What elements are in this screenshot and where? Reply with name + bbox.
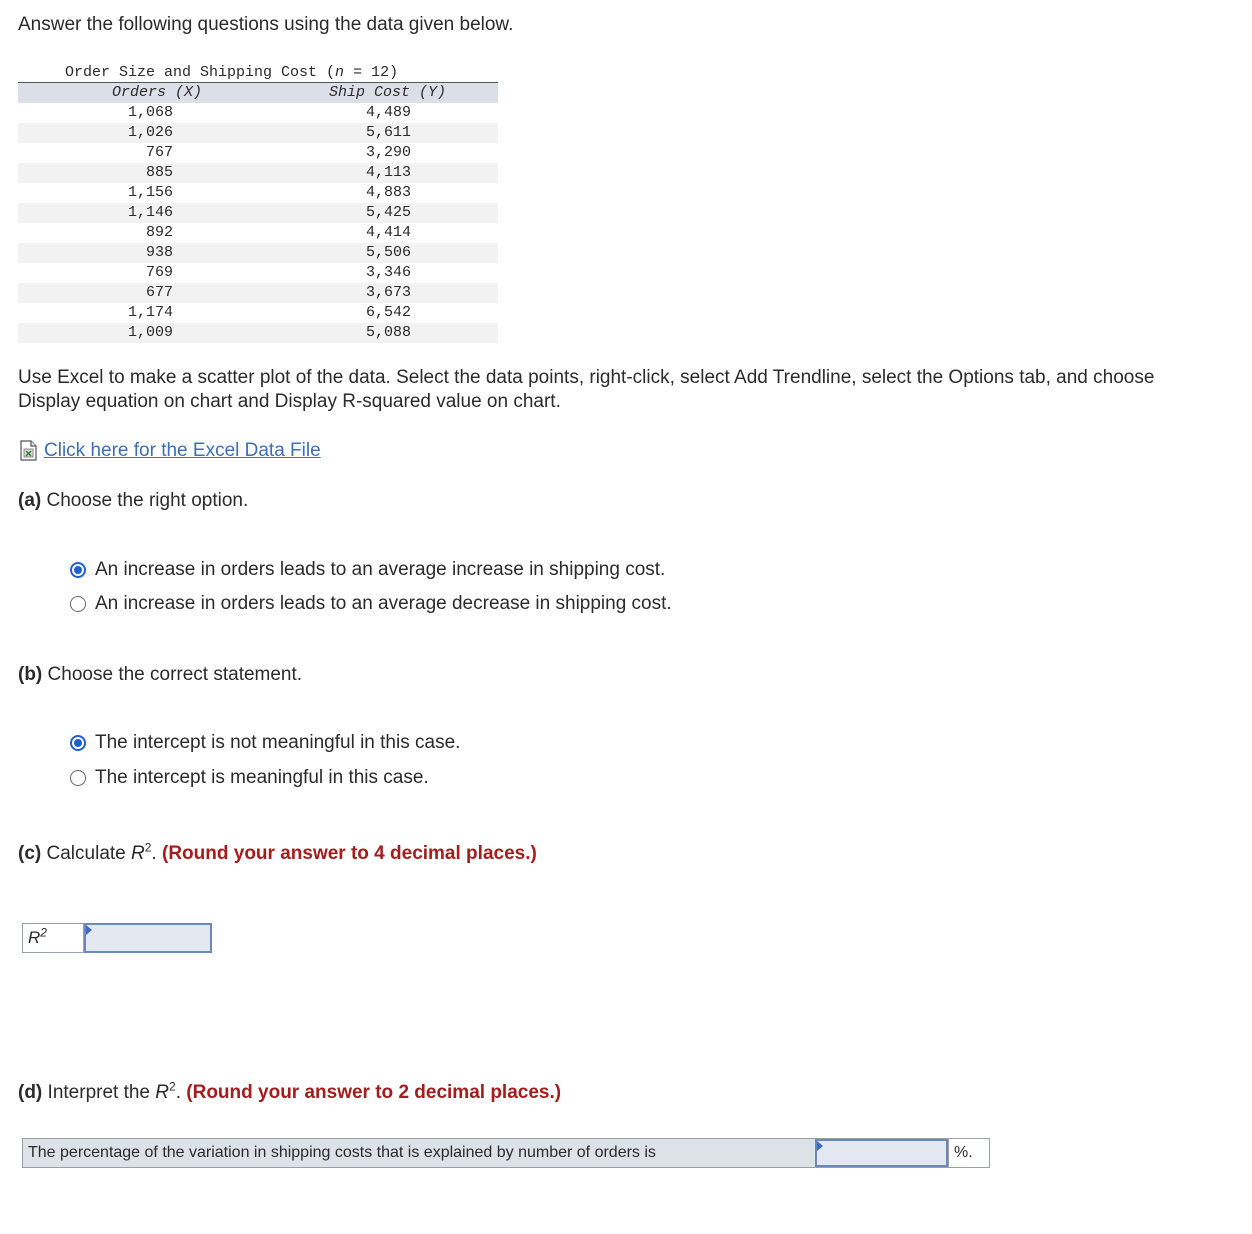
- ship-cost-cell: 5,611: [260, 123, 498, 143]
- ship-cost-cell: 4,883: [365, 184, 411, 201]
- part-d-label: (d) Interpret the $R^2$. (Round your answer to 2 decimal places.): [18, 1079, 562, 1103]
- ship-cost-cell: 4,113: [260, 163, 498, 183]
- table-row: [18, 283, 498, 303]
- part-b-tag: (b): [18, 664, 43, 685]
- orders-cell: 1,026: [18, 123, 260, 143]
- radio-checked-icon[interactable]: [70, 562, 86, 578]
- ship-cost-cell: 5,088: [260, 323, 498, 343]
- orders-cell: 892: [145, 224, 173, 241]
- part-c-prompt: Calculate: [46, 843, 126, 864]
- orders-cell: 885: [18, 163, 260, 183]
- table-row: [18, 183, 498, 203]
- round-note: (Round your answer to 4 decimal places.): [162, 843, 537, 864]
- part-a-tag: (a): [18, 490, 42, 511]
- table-row: [18, 223, 498, 243]
- part-b-option-not-meaningful[interactable]: [70, 732, 460, 754]
- header-orders: Orders (X): [18, 83, 260, 103]
- part-d-tag: (d): [18, 1082, 43, 1103]
- r-symbol: R: [155, 1082, 170, 1103]
- interpretation-sentence: The percentage of the variation in shipping costs that is explained by number of orders is: [23, 1139, 815, 1167]
- r-squared-row: [22, 923, 212, 953]
- radio-unchecked-icon[interactable]: [70, 596, 86, 612]
- radio-unchecked-icon[interactable]: [70, 770, 86, 786]
- instructions-text: Use Excel to make a scatter plot of the data. Select the data points, right-click, select Add Trendline, select the Options tab, and choose Display equation on chart and Display R-squared value on chart.: [18, 367, 1155, 412]
- orders-cell: 1,174: [127, 304, 173, 321]
- ship-cost-cell: 4,489: [365, 104, 411, 121]
- r-squared-input[interactable]: [84, 923, 212, 953]
- option-label: The intercept is meaningful in this case.: [95, 767, 429, 788]
- intro-text: Answer the following questions using the data given below.: [18, 14, 514, 35]
- round-note: (Round your answer to 2 decimal places.): [186, 1082, 562, 1103]
- table-row: [18, 263, 498, 283]
- percent-unit: %.: [948, 1139, 989, 1167]
- part-c-label: (c) Calculate $R^2$. (Round your answer to 4 decimal places.): [18, 840, 537, 864]
- data-table: [18, 62, 498, 343]
- option-label: An increase in orders leads to an average increase in shipping cost.: [95, 559, 666, 580]
- header-ship-cost: Ship Cost (Y): [260, 83, 498, 103]
- part-b-label: [18, 663, 302, 687]
- table-caption: Order Size and Shipping Cost (n = 12): [18, 62, 498, 83]
- table-row: [18, 203, 498, 223]
- orders-cell: 938: [18, 243, 260, 263]
- table-row: [18, 103, 498, 123]
- r-symbol: R: [131, 843, 145, 864]
- ship-cost-cell: 6,542: [365, 304, 411, 321]
- part-a-option-increase[interactable]: [70, 559, 665, 581]
- option-label: An increase in orders leads to an average decrease in shipping cost.: [95, 593, 672, 614]
- part-a-label: [18, 489, 248, 513]
- radio-checked-icon[interactable]: [70, 735, 86, 751]
- ship-cost-cell: 5,425: [260, 203, 498, 223]
- interpretation-row: [22, 1138, 990, 1168]
- part-a-option-decrease[interactable]: [70, 593, 672, 615]
- option-label: The intercept is not meaningful in this case.: [95, 732, 461, 753]
- part-d-prompt: Interpret the: [47, 1082, 150, 1103]
- table-row: [18, 123, 498, 143]
- table-row: [18, 143, 498, 163]
- r-squared-label: $R^2$: [22, 923, 84, 953]
- orders-cell: 1,156: [127, 184, 173, 201]
- ship-cost-cell: 3,346: [365, 264, 411, 281]
- percentage-input[interactable]: [815, 1139, 948, 1167]
- r-sup: 2: [144, 840, 152, 855]
- table-row: [18, 243, 498, 263]
- part-a-prompt: Choose the right option.: [46, 490, 249, 511]
- excel-file-icon: [18, 440, 40, 462]
- ship-cost-cell: 4,414: [365, 224, 411, 241]
- orders-cell: 1,146: [18, 203, 260, 223]
- table-row: [18, 323, 498, 343]
- ship-cost-cell: 5,506: [260, 243, 498, 263]
- r-sup: 2: [169, 1079, 176, 1094]
- excel-file-link-label: Click here for the Excel Data File: [44, 440, 321, 461]
- orders-cell: 1,009: [18, 323, 260, 343]
- table-row: [18, 163, 498, 183]
- table-row: [18, 303, 498, 323]
- part-b-option-meaningful[interactable]: [70, 767, 429, 789]
- excel-file-link[interactable]: [18, 440, 321, 462]
- part-b-prompt: Choose the correct statement.: [47, 664, 303, 685]
- ship-cost-cell: 3,290: [365, 144, 411, 161]
- orders-cell: 767: [145, 144, 173, 161]
- part-c-tag: (c): [18, 843, 42, 864]
- orders-cell: 677: [18, 283, 260, 303]
- ship-cost-cell: 3,673: [260, 283, 498, 303]
- orders-cell: 769: [145, 264, 173, 281]
- orders-cell: 1,068: [127, 104, 173, 121]
